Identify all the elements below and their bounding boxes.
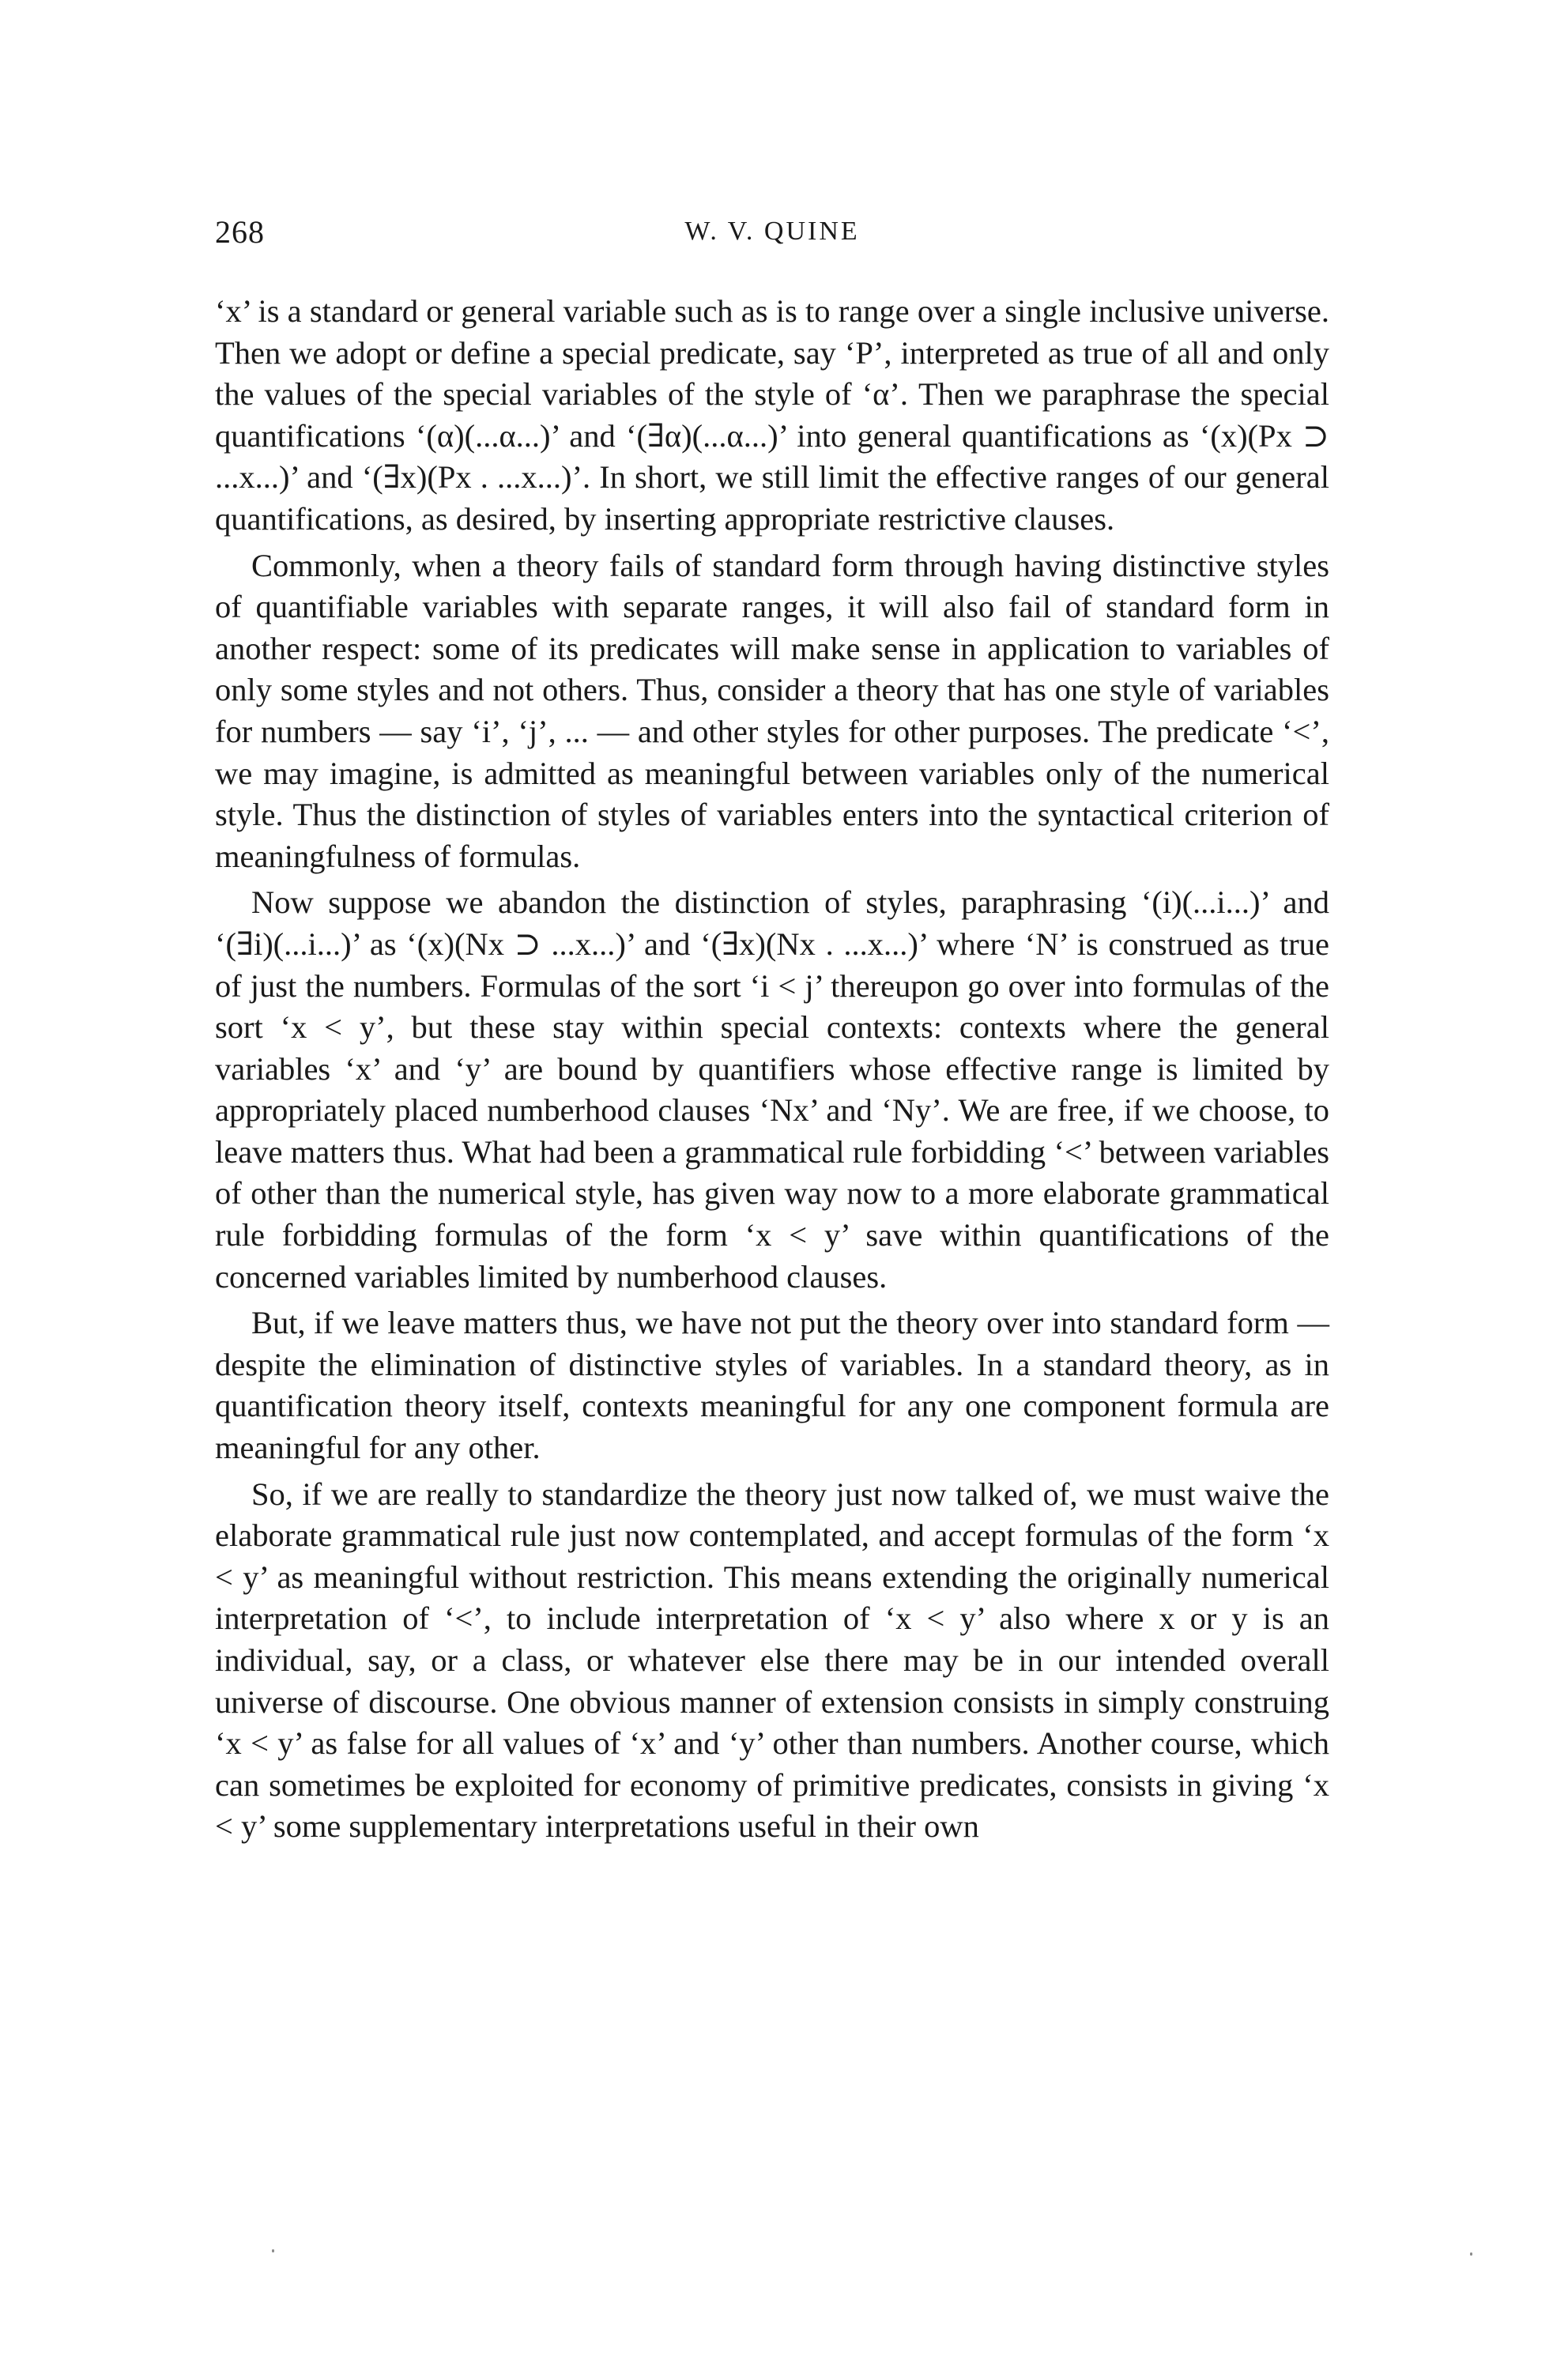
paragraph-4: But, if we leave matters thus, we have not put the theory over into standard form — despite the elimination of distinctive styles of variables. In a standard theory, as in quantification theory itself, contexts meaningful for any one component formula are meaningful for any other. <box>215 1305 1329 1466</box>
running-head: W. V. QUINE <box>684 217 860 246</box>
paragraph-2: Commonly, when a theory fails of standard form through having distinctive styles of quantifiable variables with separate ranges, it will also fail of standard form in another respect: some of its predicates will make sense in application to variables of only some styles and not others. Thus, consider a theory that has one style of variables for numbers — say ‘i’, ‘j’, ... — and other styles for other purposes. The predicate ‘<’, we may imagine, is admitted as meaningful between variables only of the numerical style. Thus the distinction of styles of variables enters into the syntactical criterion of meaningfulness of formulas. <box>215 547 1329 874</box>
paragraph-1: ‘x’ is a standard or general variable such as is to range over a single inclusive universe. Then we adopt or define a special predicate, say ‘P’, interpreted as true of all and only the values of the special variables of the style of ‘α’. Then we paraphrase the special quantifications ‘(α)(...α...)’ and ‘(∃α)(...α...)’ into general quantifications as ‘(x)(Px ⊃ ...x...)’ and ‘(∃x)(Px . ...x...)’. In short, we still limit the effective ranges of our general quantifications, as desired, by inserting appropriate restrictive clauses. <box>215 293 1329 537</box>
paragraph-3: Now suppose we abandon the distinction of styles, paraphrasing ‘(i)(...i...)’ and ‘(∃i)(...i...)’ as ‘(x)(Nx ⊃ ...x...)’ and ‘(∃x)(Nx . ...x...)’ where ‘N’ is construed as true of just the numbers. Formulas of the sort ‘i < j’ thereupon go over into formulas of the sort ‘x < y’, but these stay within special contexts: contexts where the general variables ‘x’ and ‘y’ are bound by quantifiers whose effective range is limited by appropriately placed numberhood clauses ‘Nx’ and ‘Ny’. We are free, if we choose, to leave matters thus. What had been a grammatical rule forbidding ‘<’ between variables of other than the numerical style, has given way now to a more elaborate grammatical rule forbidding formulas of the form ‘x < y’ save within quantifications of the concerned variables limited by numberhood clauses. <box>215 884 1329 1295</box>
body-text <box>215 291 1329 1848</box>
page-number: 268 <box>215 214 265 250</box>
paragraph-5: So, if we are really to standardize the theory just now talked of, we must waive the elaborate grammatical rule just now contemplated, and accept formulas of the form ‘x < y’ as meaningful without restriction. This means extending the originally numerical interpretation of ‘<’, to include interpretation of ‘x < y’ also where x or y is an individual, say, or a class, or whatever else there may be in our intended overall universe of discourse. One obvious manner of extension consists in simply construing ‘x < y’ as false for all values of ‘x’ and ‘y’ other than numbers. Another course, which can sometimes be exploited for economy of primitive predicates, consists in giving ‘x < y’ some supplementary interpretations useful in their own <box>215 1476 1329 1845</box>
page-header <box>215 213 1329 261</box>
scan-speck <box>272 2249 274 2252</box>
scan-speck <box>1470 2252 1472 2256</box>
